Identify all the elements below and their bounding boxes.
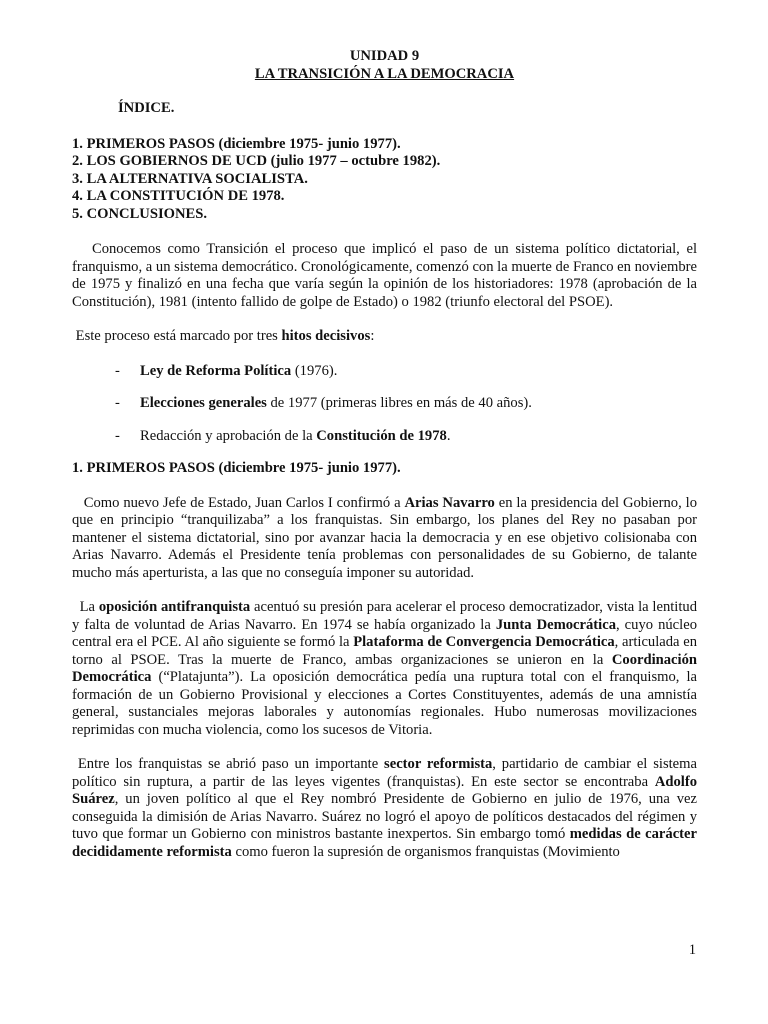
section1-paragraph-3: Entre los franquistas se abrió paso un importante sector reformista, partidario de cambiar el sistema político sin ruptura, a partir de las leyes vigentes (franquistas). En este sector se encontraba Adolfo Suárez, un joven político al que el Rey nombró Presidente de Gobierno en julio de 1976, una vez conseguida la dimisión de Arias Navarro. Suárez no logró el apoyo de políticos destacados del régimen y tuvo que formar un Gobierno con ministros bastante inexpertos. Sin embargo tomó medidas de carácter decididamente reformista como fueron la supresión de organismos franquistas (Movimiento xyxy=(72,756,697,860)
index-item: 3. LA ALTERNATIVA SOCIALISTA. xyxy=(72,170,308,187)
hito-item: - Ley de Reforma Política (1976). xyxy=(115,362,338,379)
index-item: 2. LOS GOBIERNOS DE UCD (julio 1977 – octubre 1982). xyxy=(72,153,441,169)
index-item: 5. CONCLUSIONES. xyxy=(72,205,208,222)
index-item: 4. LA CONSTITUCIÓN DE 1978. xyxy=(72,188,285,204)
title-block xyxy=(72,48,697,83)
hito-item: - Elecciones generales de 1977 (primeras libres en más de 40 años). xyxy=(115,395,532,411)
index-list xyxy=(72,136,697,224)
document-title: LA TRANSICIÓN A LA DEMOCRACIA xyxy=(254,65,515,82)
index-heading: ÍNDICE. xyxy=(118,100,175,116)
section-heading: 1. PRIMEROS PASOS (diciembre 1975- junio 1977). xyxy=(72,460,401,476)
hitos-list xyxy=(72,363,697,446)
section1-paragraph-2: La oposición antifranquista acentuó su presión para acelerar el proceso democratizador, vista la lentitud y falta de voluntad de Arias Navarro. En 1974 se había organizado la Junta Democrática, cuyo núcleo central era el PCE. Al año siguiente se formó la Plataforma de Convergencia Democrática, articulada en torno al PSOE. Tras la muerte de Franco, ambas organizaciones se unieron en la Coordinación Democrática (“Platajunta”). La oposición democrática pedía una ruptura total con el franquismo, la formación de un Gobierno Provisional y elecciones a Cortes Constituyentes, además de una amnistía general, sustanciales mejoras laborales y autonomías regionales. Hubo numerosas movilizaciones reprimidas con mucha violencia, como los sucesos de Vitoria. xyxy=(72,599,698,738)
index-item: 1. PRIMEROS PASOS (diciembre 1975- junio 1977). xyxy=(72,135,401,152)
document-page xyxy=(72,48,697,878)
hito-item: - Redacción y aprobación de la Constitución de 1978. xyxy=(115,427,451,444)
intro-paragraph: Conocemos como Transición el proceso que implicó el paso de un sistema político dictatorial, el franquismo, a un sistema democrático. Cronológicamente, comenzó con la muerte de Franco en noviembre de 1975 y finalizó en una fecha que varía según la opinión de los historiadores: 1978 (aprobación de la Constitución), 1981 (intento fallido de golpe de Estado) o 1982 (triunfo electoral del PSOE). xyxy=(72,241,697,310)
unit-label: UNIDAD 9 xyxy=(349,48,420,64)
page-number: 1 xyxy=(688,942,696,958)
hitos-lead: Este proceso está marcado por tres hitos decisivos: xyxy=(75,328,375,344)
section1-paragraph-1: Como nuevo Jefe de Estado, Juan Carlos I confirmó a Arias Navarro en la presidencia del Gobierno, lo que en principio “tranquilizaba” a los franquistas. Sin embargo, los planes del Rey no pasaban por mantener el sistema dictatorial, sino por avanzar hacia la democracia y en ese objetivo colisionaba con Arias Navarro. Además el Presidente tenía problemas con personalidades de su Gobierno, de talante mucho más aperturista, a las que no conseguía imponer su autoridad. xyxy=(72,494,697,581)
